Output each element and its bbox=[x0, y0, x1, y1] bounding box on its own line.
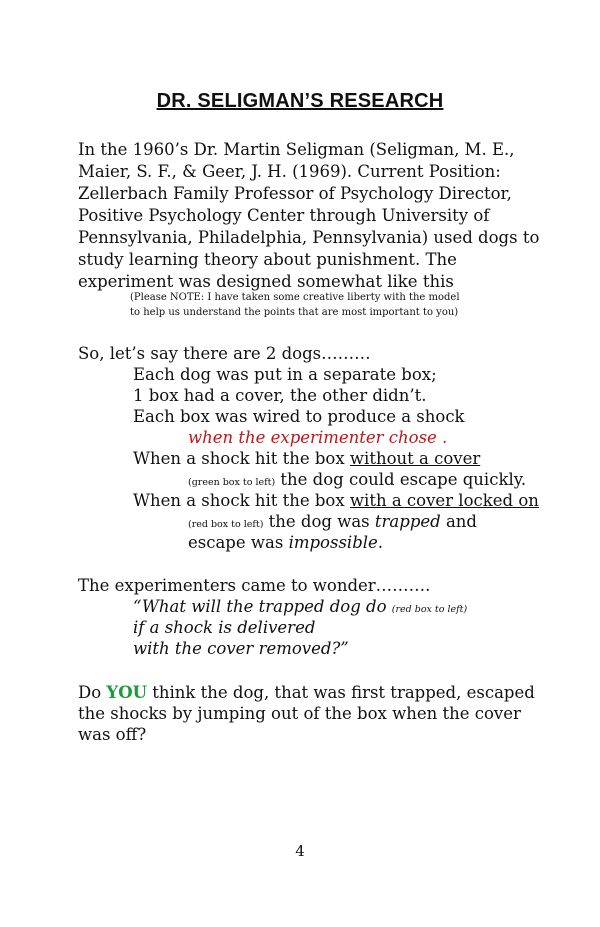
trapped-text: trapped bbox=[374, 512, 441, 531]
red-box-note: (red box to left) bbox=[188, 519, 264, 530]
final-question-line: was off? bbox=[78, 725, 147, 744]
impossible-line bbox=[188, 532, 383, 553]
setup-line: Each dog was put in a separate box; bbox=[133, 365, 437, 384]
wonder-intro: The experimenters came to wonder………. bbox=[78, 576, 431, 595]
intro-line: Maier, S. F., & Geer, J. H. (1969). Current Position: bbox=[78, 162, 501, 181]
shock-without-cover-line bbox=[133, 448, 480, 469]
escape-text: the dog could escape quickly. bbox=[275, 470, 527, 489]
intro-line: study learning theory about punishment. The bbox=[78, 250, 457, 269]
do-text: Do bbox=[78, 683, 107, 702]
shock-text: When a shock hit the box bbox=[133, 491, 350, 510]
setup-line: Each box was wired to produce a shock bbox=[133, 407, 465, 426]
shock-with-cover-line bbox=[133, 490, 539, 511]
red-box-note: (red box to left) bbox=[391, 604, 468, 615]
page-title: DR. SELIGMAN’S RESEARCH bbox=[156, 90, 444, 112]
intro-line: Zellerbach Family Professor of Psychology Director, bbox=[78, 184, 512, 203]
intro-line: Positive Psychology Center through University of bbox=[78, 206, 490, 225]
note-line: to help us understand the points that are most important to you) bbox=[130, 307, 459, 318]
with-cover-text: with a cover locked on bbox=[349, 491, 539, 510]
wonder-question-line: with the cover removed?” bbox=[133, 639, 349, 658]
note-line: (Please NOTE: I have taken some creative liberty with the model bbox=[130, 292, 460, 303]
and-text: and bbox=[440, 512, 477, 531]
trapped-pre-text: the dog was bbox=[263, 512, 375, 531]
impossible-text: impossible. bbox=[288, 533, 384, 552]
wonder-question-line: if a shock is delivered bbox=[133, 618, 316, 637]
experimenter-chose-line: when the experimenter chose . bbox=[188, 428, 448, 447]
intro-line: Pennsylvania, Philadelphia, Pennsylvania) used dogs to bbox=[78, 228, 540, 247]
escape-was-text: escape was bbox=[188, 533, 289, 552]
setup-intro: So, let’s say there are 2 dogs……… bbox=[78, 344, 371, 363]
question-text: “What will the trapped dog do bbox=[133, 597, 392, 616]
final-question-line: the shocks by jumping out of the box when the cover bbox=[78, 704, 521, 723]
intro-line: experiment was designed somewhat like this bbox=[78, 272, 454, 291]
intro-line: In the 1960’s Dr. Martin Seligman (Seligman, M. E., bbox=[78, 140, 515, 159]
setup-line: 1 box had a cover, the other didn’t. bbox=[133, 386, 427, 405]
you-emphasis: YOU bbox=[106, 683, 147, 702]
without-cover-text: without a cover bbox=[349, 449, 481, 468]
question-text: think the dog, that was first trapped, escaped bbox=[146, 683, 535, 702]
shock-text: When a shock hit the box bbox=[133, 449, 350, 468]
green-box-note: (green box to left) bbox=[188, 477, 276, 488]
page-number: 4 bbox=[295, 842, 305, 860]
final-question-line bbox=[78, 682, 535, 703]
